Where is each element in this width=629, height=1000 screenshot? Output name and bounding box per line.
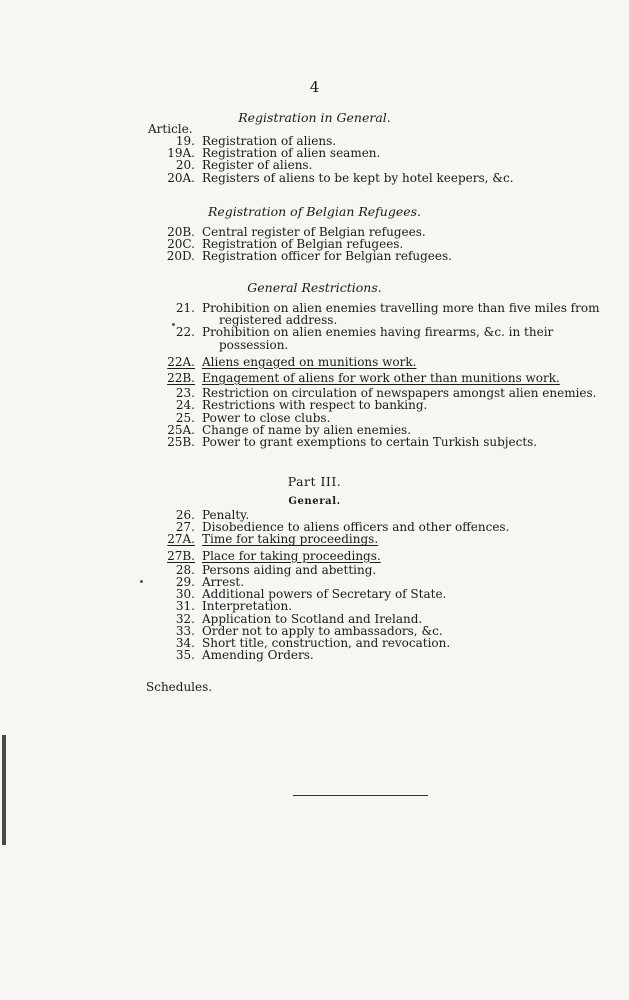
list-part-three	[0, 509, 629, 661]
list-item: 27. Disobedience to aliens officers and other offences.	[175, 520, 510, 535]
list-item: 25B. Power to grant exemptions to certain Turkish subjects.	[167, 434, 538, 449]
list-item: 34. Short title, construction, and revocation.	[175, 635, 451, 650]
list-item: 25. Power to close clubs.	[175, 410, 331, 425]
list-registration-general	[0, 135, 629, 184]
list-item: 20B. Central register of Belgian refugees.	[167, 225, 426, 239]
list-general-restrictions	[0, 302, 629, 448]
list-item: possession.	[219, 337, 289, 352]
list-item: 30. Additional powers of Secretary of State.	[175, 587, 447, 602]
list-item-underlined: 27B. Place for taking proceedings.	[167, 548, 381, 563]
list-item: 29. Arrest.	[175, 574, 245, 589]
heading-belgian-refugees: Registration of Belgian Refugees.	[207, 204, 422, 219]
list-item: 35. Amending Orders.	[175, 648, 314, 663]
heading-general-restrictions: General Restrictions.	[247, 280, 382, 295]
scan-edge-mark	[2, 735, 6, 845]
list-item: 19A. Registration of alien seamen.	[167, 146, 381, 161]
list-item: 33. Order not to apply to ambassadors, &c.	[175, 623, 443, 638]
section-divider	[293, 795, 428, 796]
scan-speck	[140, 580, 143, 583]
list-item: 25A. Change of name by alien enemies.	[167, 422, 412, 437]
list-item-underlined: 22A. Aliens engaged on munitions work.	[167, 354, 417, 369]
scan-speck	[172, 323, 175, 326]
list-item: 20C. Registration of Belgian refugees.	[167, 237, 404, 252]
list-belgian-refugees	[0, 226, 629, 263]
list-item-underlined: 27A. Time for taking proceedings.	[167, 532, 379, 547]
page-number: 4	[309, 78, 320, 96]
list-item: 23. Restriction on circulation of newspapers amongst alien enemies.	[175, 386, 597, 401]
list-item: 21. Prohibition on alien enemies travelling more than five miles from	[175, 301, 600, 315]
list-item: 22. Prohibition on alien enemies having firearms, &c. in their	[175, 325, 554, 340]
part-subtitle: General.	[288, 496, 341, 507]
list-item: 32. Application to Scotland and Ireland.	[175, 611, 423, 626]
schedules-label: Schedules.	[146, 680, 213, 694]
list-item: 28. Persons aiding and abetting.	[175, 562, 377, 577]
list-item: 26. Penalty.	[175, 508, 250, 522]
list-item: 20D. Registration officer for Belgian refugees.	[166, 249, 452, 264]
article-label: Article.	[148, 122, 193, 136]
list-item: 20. Register of aliens.	[175, 158, 313, 173]
list-item: 31. Interpretation.	[175, 599, 293, 614]
list-item: 19. Registration of aliens.	[175, 134, 337, 148]
list-item: 20A. Registers of aliens to be kept by hotel keepers, &c.	[167, 170, 514, 185]
part-title: Part III.	[287, 474, 342, 489]
heading-registration-general: Registration in General.	[238, 110, 391, 125]
list-item-underlined: 22B. Engagement of aliens for work other than munitions work.	[167, 370, 560, 385]
list-item: 24. Restrictions with respect to banking.	[175, 398, 428, 413]
list-item: registered address.	[219, 313, 338, 328]
